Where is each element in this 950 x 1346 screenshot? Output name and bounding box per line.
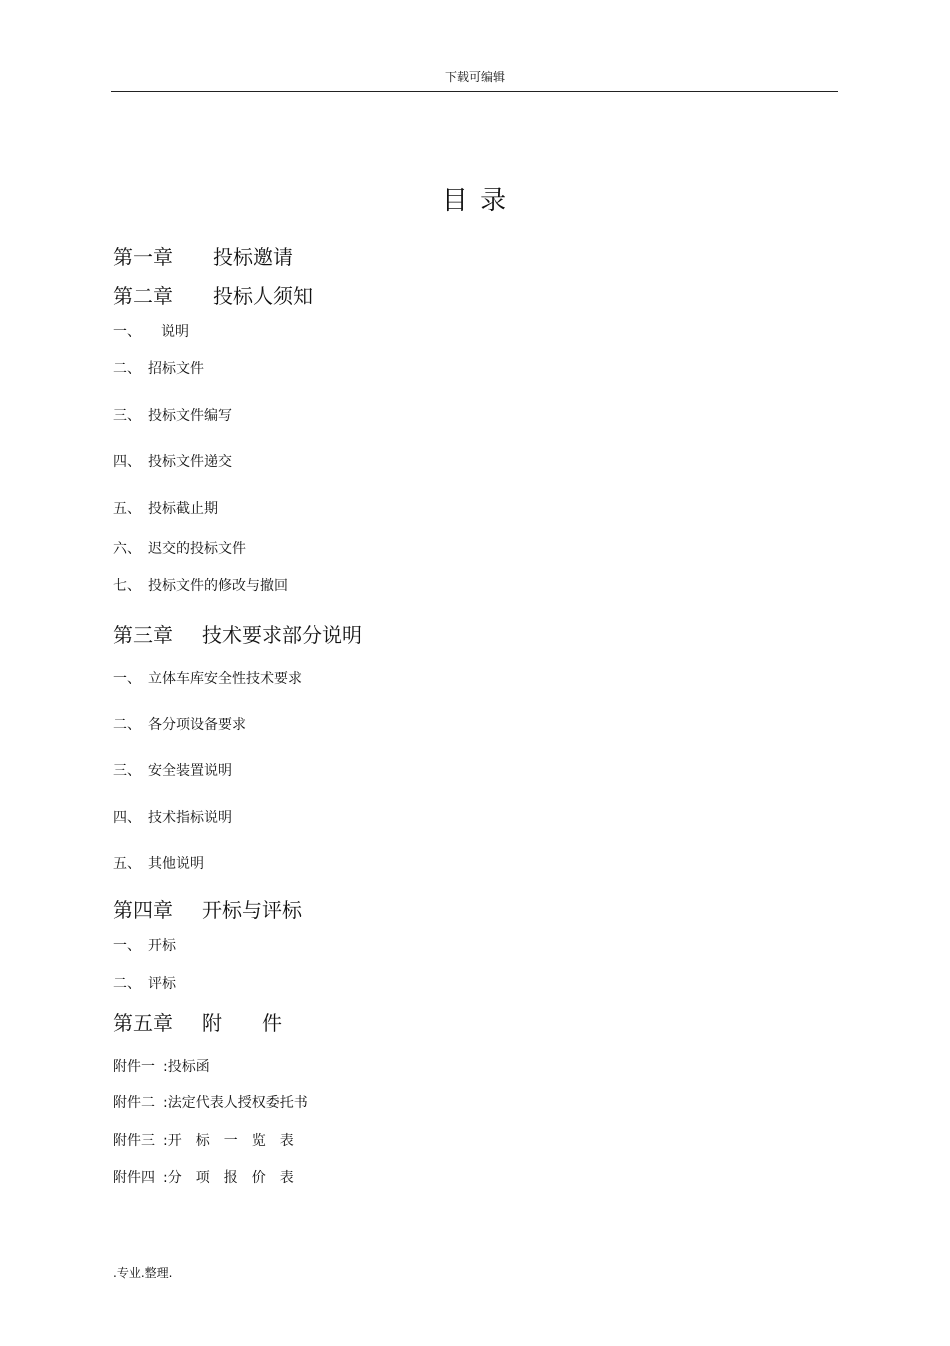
attachment-label: 附件一 <box>113 1059 155 1075</box>
toc-item-2-3[interactable] <box>113 405 232 425</box>
toc-attachment-1[interactable] <box>113 1056 210 1076</box>
item-name: 招标文件 <box>148 361 204 377</box>
item-number: 四、 <box>113 810 141 826</box>
item-name: 安全装置说明 <box>148 763 232 779</box>
toc-item-2-7[interactable] <box>113 575 288 595</box>
toc-item-3-3[interactable] <box>113 760 232 780</box>
item-name: 说明 <box>161 324 189 340</box>
attachment-label: 附件二 <box>113 1095 155 1111</box>
item-name: 评标 <box>148 976 176 992</box>
item-number: 二、 <box>113 976 141 992</box>
toc-item-2-6[interactable] <box>113 538 246 558</box>
attachment-name: :法定代表人授权委托书 <box>163 1095 308 1111</box>
header-rule <box>111 91 838 92</box>
item-name: 投标文件递交 <box>148 454 232 470</box>
page-header: 下载可编辑 <box>444 70 505 84</box>
item-number: 三、 <box>113 763 141 779</box>
item-name: 开标 <box>148 938 176 954</box>
item-number: 一、 <box>113 324 141 340</box>
attachment-name: :投标函 <box>163 1059 210 1075</box>
attachment-label: 附件三 <box>113 1133 155 1149</box>
chapter-name: 技术要求部分说明 <box>202 623 362 647</box>
item-name: 投标文件编写 <box>148 408 232 424</box>
attachment-name: :分 项 报 价 表 <box>163 1170 294 1186</box>
item-name: 投标文件的修改与撤回 <box>148 578 288 594</box>
attachment-label: 附件四 <box>113 1170 155 1186</box>
chapter-label: 第五章 <box>113 1011 173 1035</box>
item-name: 投标截止期 <box>148 501 218 517</box>
chapter-name: 开标与评标 <box>202 898 302 922</box>
toc-item-3-5[interactable] <box>113 853 204 873</box>
chapter-name: 投标人须知 <box>213 284 313 308</box>
item-number: 四、 <box>113 454 141 470</box>
toc-chapter-5[interactable] <box>113 1007 282 1036</box>
page-footer: .专业.整理. <box>113 1266 173 1280</box>
toc-item-2-2[interactable] <box>113 358 204 378</box>
item-number: 一、 <box>113 671 141 687</box>
toc-item-3-4[interactable] <box>113 807 232 827</box>
toc-item-4-2[interactable] <box>113 973 176 993</box>
chapter-label: 第二章 <box>113 284 173 308</box>
item-name: 各分项设备要求 <box>148 717 246 733</box>
item-number: 六、 <box>113 541 141 557</box>
item-number: 一、 <box>113 938 141 954</box>
item-name: 立体车库安全性技术要求 <box>148 671 302 687</box>
item-name: 其他说明 <box>148 856 204 872</box>
chapter-label: 第四章 <box>113 898 173 922</box>
chapter-name: 投标邀请 <box>213 245 293 269</box>
toc-item-2-1[interactable] <box>113 321 189 341</box>
item-name: 迟交的投标文件 <box>148 541 246 557</box>
toc-item-4-1[interactable] <box>113 935 176 955</box>
attachment-name: :开 标 一 览 表 <box>163 1133 294 1149</box>
toc-item-2-4[interactable] <box>113 451 232 471</box>
toc-attachment-3[interactable] <box>113 1130 294 1150</box>
item-number: 二、 <box>113 361 141 377</box>
toc-chapter-3[interactable] <box>113 619 362 648</box>
chapter-label: 第三章 <box>113 623 173 647</box>
toc-chapter-1[interactable] <box>113 241 293 270</box>
item-number: 五、 <box>113 856 141 872</box>
chapter-name: 附 件 <box>202 1011 282 1035</box>
toc-title: 目 录 <box>441 186 509 216</box>
toc-chapter-4[interactable] <box>113 894 302 923</box>
toc-attachment-2[interactable] <box>113 1092 308 1112</box>
chapter-label: 第一章 <box>113 245 173 269</box>
toc-item-3-1[interactable] <box>113 668 302 688</box>
toc-chapter-2[interactable] <box>113 280 313 309</box>
toc-item-3-2[interactable] <box>113 714 246 734</box>
item-number: 三、 <box>113 408 141 424</box>
toc-item-2-5[interactable] <box>113 498 218 518</box>
item-number: 七、 <box>113 578 141 594</box>
item-number: 五、 <box>113 501 141 517</box>
item-name: 技术指标说明 <box>148 810 232 826</box>
toc-attachment-4[interactable] <box>113 1167 294 1187</box>
item-number: 二、 <box>113 717 141 733</box>
